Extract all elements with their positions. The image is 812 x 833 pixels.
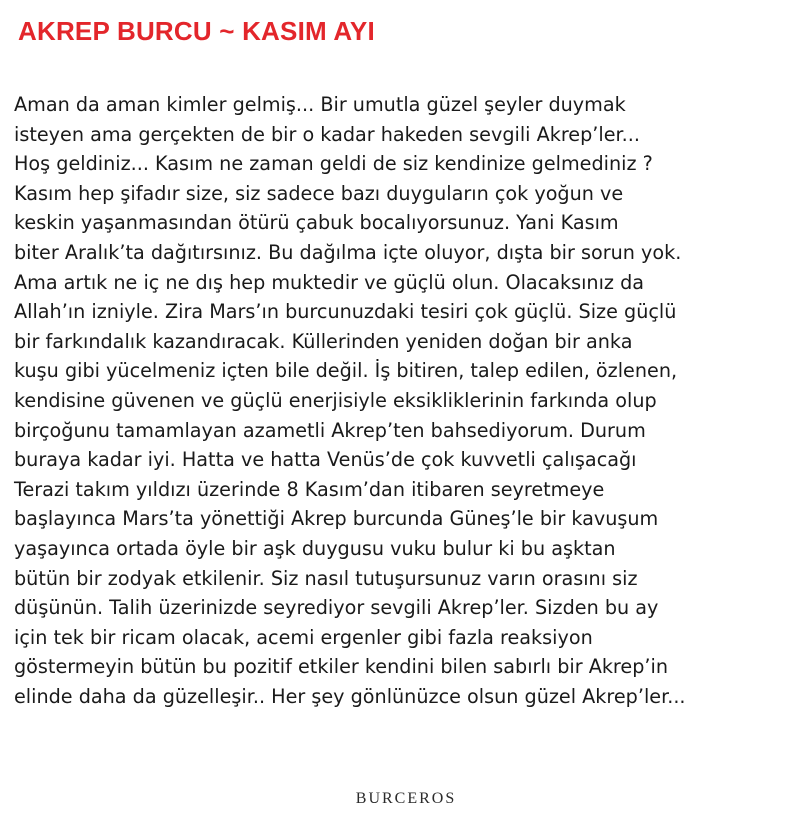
body-text-line: elinde daha da güzelleşir.. Her şey gönlünüzce olsun güzel Akrep’ler... bbox=[14, 684, 686, 708]
page-title: AKREP BURCU ~ KASIM AYI bbox=[18, 16, 375, 46]
body-text-line: kuşu gibi yücelmeniz içten bile değil. İş bitiren, talep edilen, özlenen, bbox=[14, 359, 678, 383]
body-text-line: başlayınca Mars’ta yönettiği Akrep burcunda Güneş’le bir kavuşum bbox=[14, 507, 659, 531]
body-text-line: Aman da aman kimler gelmiş... Bir umutla güzel şeyler duymak bbox=[14, 93, 626, 116]
body-text-line: bir farkındalık kazandıracak. Küllerinden yeniden doğan bir anka bbox=[14, 329, 633, 353]
horoscope-body-text bbox=[14, 90, 804, 711]
body-text-line: bütün bir zodyak etkilenir. Siz nasıl tutuşursunuz varın orasını siz bbox=[14, 566, 638, 590]
body-text-line: birçoğunu tamamlayan azametli Akrep’ten bahsediyorum. Durum bbox=[14, 418, 646, 442]
body-text-line: Hoş geldiniz... Kasım ne zaman geldi de siz kendinize gelmediniz ? bbox=[14, 152, 653, 176]
body-text-line: yaşayınca ortada öyle bir aşk duygusu vuku bulur ki bu aşktan bbox=[14, 536, 616, 560]
body-text-line: isteyen ama gerçekten de bir o kadar hakeden sevgili Akrep’ler... bbox=[14, 122, 640, 146]
body-text-line: için tek bir ricam olacak, acemi ergenler gibi fazla reaksiyon bbox=[14, 625, 593, 649]
body-text-line: buraya kadar iyi. Hatta ve hatta Venüs’de çok kuvvetli çalışacağı bbox=[14, 448, 637, 472]
body-text-line: Allah’ın izniyle. Zira Mars’ın burcunuzdaki tesiri çok güçlü. Size güçlü bbox=[14, 300, 677, 324]
body-text-line: düşünün. Talih üzerinizde seyrediyor sevgili Akrep’ler. Sizden bu ay bbox=[14, 596, 659, 620]
brand-footer: BURCEROS bbox=[355, 790, 457, 807]
body-text-line: Kasım hep şifadır size, siz sadece bazı duyguların çok yoğun ve bbox=[14, 181, 624, 205]
body-text-line: biter Aralık’ta dağıtırsınız. Bu dağılma içte oluyor, dışta bir sorun yok. bbox=[14, 240, 682, 264]
body-text-line: keskin yaşanmasından ötürü çabuk bocalıyorsunuz. Yani Kasım bbox=[14, 211, 619, 235]
body-text-line: kendisine güvenen ve güçlü enerjisiyle eksikliklerinin farkında olup bbox=[14, 388, 657, 412]
body-text-line: Ama artık ne iç ne dış hep muktedir ve güçlü olun. Olacaksınız da bbox=[14, 270, 645, 294]
body-text-line: Terazi takım yıldızı üzerinde 8 Kasım’dan itibaren seyretmeye bbox=[14, 477, 605, 501]
body-text-line: göstermeyin bütün bu pozitif etkiler kendini bilen sabırlı bir Akrep’in bbox=[14, 655, 668, 679]
